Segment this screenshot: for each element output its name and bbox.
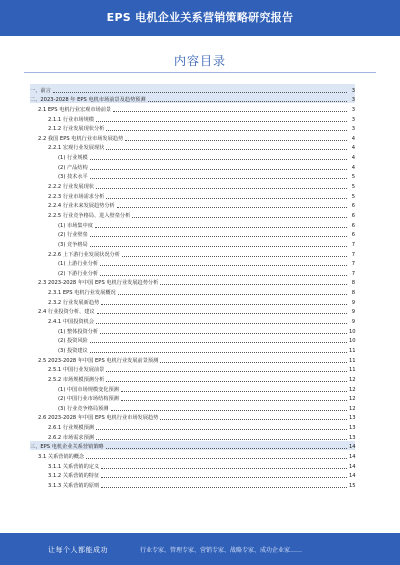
toc-entry-page: 9 <box>351 299 355 306</box>
toc-leader-dots <box>90 341 347 343</box>
toc-entry[interactable] <box>30 373 355 383</box>
toc-leader-dots <box>96 438 347 440</box>
toc-entry-label: 2.3.1 EPS 电机行业发展概况 <box>48 290 116 297</box>
toc-title: 内容目录 <box>173 54 226 68</box>
toc-entry[interactable] <box>30 132 355 142</box>
toc-entry-label: 一、前言 <box>30 87 51 94</box>
toc-entry-label: (3) 行业竞争格局预测 <box>58 405 109 412</box>
toc-leader-dots <box>106 197 347 199</box>
toc-entry-page: 12 <box>349 376 356 383</box>
toc-leader-dots <box>90 158 347 160</box>
toc-leader-dots <box>100 264 347 266</box>
toc-entry-page: 13 <box>349 425 356 432</box>
toc-entry-label: 2.4 行业投资分析、建议 <box>38 309 95 316</box>
toc-entry-page: 7 <box>351 270 355 277</box>
toc-entry-label: (3) 投资建议 <box>58 347 88 354</box>
toc-divider <box>24 72 376 73</box>
toc-entry-label: 二、2023-2028 年 EPS 电机市场前景及趋势预测 <box>30 97 146 104</box>
toc-entry-label: 2.4.1 中国投资机会 <box>48 319 94 326</box>
toc-leader-dots <box>106 447 347 449</box>
toc-entry-label: (1) 中国市场规模变化预测 <box>58 386 119 393</box>
toc-entry[interactable] <box>30 296 355 306</box>
toc-leader-dots <box>101 467 347 469</box>
toc-leader-dots <box>106 380 347 382</box>
toc-entry-page: 6 <box>351 203 355 210</box>
toc-entry[interactable] <box>30 450 355 460</box>
toc-entry-page: 9 <box>351 309 355 316</box>
toc-entry-label: 2.6 2023-2028 年中国 EPS 电机行业市场发展趋势 <box>38 415 159 422</box>
toc-entry[interactable] <box>30 383 355 393</box>
toc-entry[interactable] <box>30 200 355 210</box>
toc-entry[interactable] <box>30 364 355 374</box>
toc-entry-label: 3.1.3 关系营销的原则 <box>48 482 100 489</box>
toc-entry[interactable] <box>30 460 355 470</box>
toc-entry-label: 3.1.1 关系营销的定义 <box>48 463 100 470</box>
toc-entry-label: (2) 中国行业市场结构预测 <box>58 396 119 403</box>
toc-leader-dots <box>132 216 347 218</box>
toc-entry-page: 11 <box>349 347 356 354</box>
toc-leader-dots <box>160 361 347 363</box>
toc-entry-label: (3) 技术水平 <box>58 174 88 181</box>
toc-entry-page: 13 <box>349 415 356 422</box>
toc-entry[interactable] <box>30 402 355 412</box>
toc-entry-page: 12 <box>349 396 356 403</box>
toc-entry[interactable] <box>30 142 355 152</box>
toc-entry[interactable] <box>30 209 355 219</box>
toc-entry[interactable] <box>30 258 355 268</box>
toc-entry-label: 2.6.2 市场需求预测 <box>48 434 94 441</box>
toc-leader-dots <box>96 120 347 122</box>
report-title: EPS 电机企业关系营销策略研究报告 <box>106 11 294 24</box>
toc-entry[interactable] <box>30 229 355 239</box>
toc-entry-label: (1) 整体投资分析 <box>58 328 99 335</box>
toc-entry-page: 14 <box>349 463 356 470</box>
toc-entry-label: 2.2.6 上下游行业发展状况分析 <box>48 251 120 258</box>
toc-leader-dots <box>96 187 347 189</box>
toc-entry-page: 3 <box>351 106 355 113</box>
toc-entry-label: 3.1.2 关系营销的特征 <box>48 473 100 480</box>
toc-entry[interactable] <box>30 84 355 94</box>
toc-entry[interactable] <box>30 315 355 325</box>
toc-entry[interactable] <box>30 354 355 364</box>
toc-entry[interactable] <box>30 431 355 441</box>
toc-entry-page: 7 <box>351 241 355 248</box>
toc-leader-dots <box>122 255 347 257</box>
toc-entry-page: 12 <box>349 386 356 393</box>
toc-entry-label: 2.1.1 行业市场规模 <box>48 116 94 123</box>
toc-entry[interactable] <box>30 286 355 296</box>
toc-entry-label: 2.1 EPS 电机行业宏观市场前景 <box>38 106 112 113</box>
toc-entry[interactable] <box>30 479 355 489</box>
toc-entry-page: 9 <box>351 319 355 326</box>
toc-entry[interactable] <box>30 306 355 316</box>
toc-leader-dots <box>90 177 347 179</box>
toc-entry-page: 14 <box>349 453 356 460</box>
toc-entry-page: 14 <box>349 473 356 480</box>
toc-entry[interactable] <box>30 277 355 287</box>
toc-entry-label: 2.6.1 行业规模预测 <box>48 425 94 432</box>
toc-entry-label: 3.1 关系营销的概念 <box>38 453 85 460</box>
toc-entry-label: (2) 行业壁垒 <box>58 232 88 239</box>
toc-leader-dots <box>121 390 347 392</box>
toc-entry-page: 4 <box>351 135 355 142</box>
toc-entry[interactable] <box>30 161 355 171</box>
toc-leader-dots <box>96 322 347 324</box>
toc-entry[interactable] <box>30 113 355 123</box>
toc-entry[interactable] <box>30 151 355 161</box>
toc-entry[interactable] <box>30 103 355 113</box>
toc-leader-dots <box>101 303 347 305</box>
toc-entry[interactable] <box>30 344 355 354</box>
toc-entry-label: (1) 行业规模 <box>58 155 88 162</box>
toc-leader-dots <box>106 370 347 372</box>
footer-bar <box>0 533 400 565</box>
toc-entry[interactable] <box>30 441 355 451</box>
toc-entry-label: (2) 产品结构 <box>58 164 88 171</box>
toc-entry-page: 7 <box>351 261 355 268</box>
toc-leader-dots <box>117 206 347 208</box>
toc-entry-label: 2.1.2 行业发展现状分析 <box>48 126 105 133</box>
toc-entry[interactable] <box>30 171 355 181</box>
toc-entry-label: (1) 上游行业分析 <box>58 261 99 268</box>
toc-entry[interactable] <box>30 325 355 335</box>
toc-leader-dots <box>148 100 347 102</box>
toc-entry-label: 2.5.2 市场规模预测分析 <box>48 376 105 383</box>
toc-entry-page: 6 <box>351 212 355 219</box>
toc-leader-dots <box>96 428 347 430</box>
toc-leader-dots <box>100 274 347 276</box>
toc-entry-page: 6 <box>351 222 355 229</box>
toc-entry[interactable] <box>30 421 355 431</box>
toc-entry-page: 11 <box>349 357 356 364</box>
toc-entry-page: 8 <box>351 280 355 287</box>
toc-entry-page: 6 <box>351 232 355 239</box>
toc-entry-page: 5 <box>351 174 355 181</box>
toc-entry[interactable] <box>30 393 355 403</box>
toc-entry-label: (2) 投资风险 <box>58 338 88 345</box>
toc-entry-page: 4 <box>351 155 355 162</box>
toc-entry-label: 2.3.2 行业发展新趋势 <box>48 299 100 306</box>
toc-leader-dots <box>101 476 347 478</box>
header-bar <box>0 0 400 36</box>
toc-entry-page: 3 <box>351 126 355 133</box>
toc-entry-label: 2.5.1 中国行业发展前景 <box>48 367 105 374</box>
toc-entry-page: 7 <box>351 251 355 258</box>
toc-leader-dots <box>100 332 347 334</box>
toc-entry-page: 10 <box>349 328 356 335</box>
toc-entry-label: 2.2.3 行业市场需求分析 <box>48 193 105 200</box>
toc-leader-dots <box>160 283 347 285</box>
toc-leader-dots <box>90 245 347 247</box>
toc-entry[interactable] <box>30 180 355 190</box>
toc-entry-page: 3 <box>351 116 355 123</box>
toc-entry-label: 三、EPS 电机企业关系营销策略 <box>30 444 104 451</box>
toc-leader-dots <box>90 168 347 170</box>
toc-leader-dots <box>97 312 347 314</box>
toc-entry[interactable] <box>30 470 355 480</box>
toc-entry-page: 4 <box>351 164 355 171</box>
toc-entry-page: 8 <box>351 290 355 297</box>
toc-leader-dots <box>90 235 347 237</box>
toc-entry[interactable] <box>30 267 355 277</box>
toc-entry[interactable] <box>30 248 355 258</box>
toc-leader-dots <box>101 486 347 488</box>
toc-entry[interactable] <box>30 335 355 345</box>
toc-entry-label: 2.2.2 行业发展现状 <box>48 184 94 191</box>
toc-leader-dots <box>90 351 347 353</box>
toc-entry-page: 3 <box>351 97 355 104</box>
toc-entry[interactable] <box>30 219 355 229</box>
toc-entry-page: 5 <box>351 184 355 191</box>
toc-entry[interactable] <box>30 238 355 248</box>
toc-leader-dots <box>106 129 347 131</box>
toc-entry-label: 2.2.5 行业竞争格局、进入壁垒分析 <box>48 212 131 219</box>
toc-leader-dots <box>125 139 347 141</box>
table-of-contents <box>30 84 355 489</box>
toc-entry-label: (3) 竞争格局 <box>58 241 88 248</box>
toc-leader-dots <box>121 399 347 401</box>
toc-entry-page: 12 <box>349 405 356 412</box>
toc-entry-label: 2.2.1 宏观行业发展现状 <box>48 145 105 152</box>
toc-entry-label: (2) 下游行业分析 <box>58 270 99 277</box>
toc-leader-dots <box>160 418 347 420</box>
toc-entry-page: 13 <box>349 434 356 441</box>
footer-description: 行业专家、管理专家、营销专家、战略专家、成功企业家…… <box>140 547 303 554</box>
toc-entry-page: 5 <box>351 193 355 200</box>
toc-entry-page: 15 <box>349 482 356 489</box>
toc-entry-label: 2.2 我国 EPS 电机行业市场发展趋势 <box>38 135 124 142</box>
toc-entry[interactable] <box>30 123 355 133</box>
toc-leader-dots <box>106 148 347 150</box>
toc-entry-label: (1) 市场集中度 <box>58 222 93 229</box>
toc-leader-dots <box>53 91 347 93</box>
toc-entry-page: 11 <box>349 367 356 374</box>
toc-leader-dots <box>118 293 347 295</box>
toc-entry-label: 2.3 2023-2028 年中国 EPS 电机行业发展趋势分析 <box>38 280 159 287</box>
toc-entry-label: 2.2.4 行业未来发展趋势分析 <box>48 203 115 210</box>
toc-entry-page: 10 <box>349 338 356 345</box>
toc-leader-dots <box>95 226 347 228</box>
toc-entry[interactable] <box>30 190 355 200</box>
toc-entry-label: 2.5 2023-2028 年中国 EPS 电机行业发展前景预测 <box>38 357 159 364</box>
toc-entry[interactable] <box>30 412 355 422</box>
toc-leader-dots <box>86 457 347 459</box>
footer-slogan: 让每个人都能成功 <box>48 546 108 554</box>
toc-leader-dots <box>113 110 347 112</box>
toc-entry-page: 14 <box>349 444 356 451</box>
toc-entry-page: 4 <box>351 145 355 152</box>
toc-leader-dots <box>111 409 348 411</box>
toc-entry-page: 3 <box>351 87 355 94</box>
toc-entry[interactable] <box>30 94 355 104</box>
